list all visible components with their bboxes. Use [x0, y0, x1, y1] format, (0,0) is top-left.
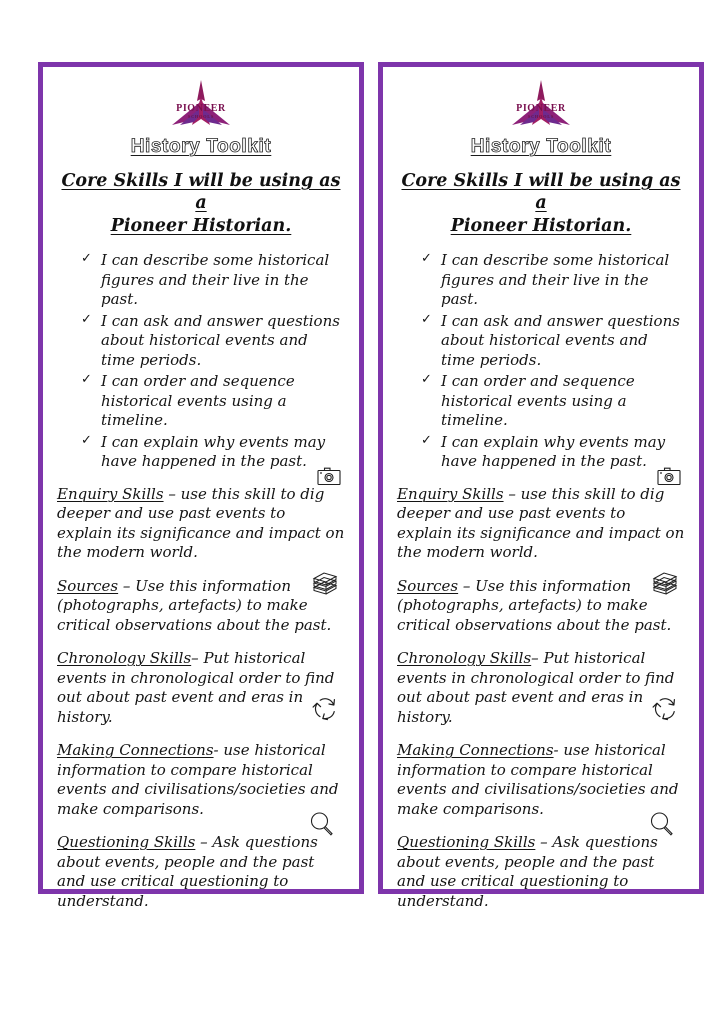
list-item — [81, 312, 345, 371]
skill-questioning-body: – Ask questions about events, people and the past and use critical questioning to understand. — [57, 833, 318, 910]
skill-sources — [397, 577, 685, 636]
page-subtitle-line-2: Pioneer Historian. — [110, 215, 292, 236]
skill-questioning-label: Questioning Skills — [397, 833, 536, 852]
list-item-label: I can describe some historical figures and their live in the past. — [101, 251, 330, 309]
check-icon: ✓ — [81, 251, 92, 267]
check-icon: ✓ — [81, 311, 92, 327]
skill-making-connections-body: - use historical information to compare historical events and civilisations/societies and make comparisons. — [57, 741, 339, 818]
list-item-label: I can order and sequence historical events using a timeline. — [101, 372, 295, 430]
books-icon — [311, 571, 339, 597]
list-item — [81, 251, 345, 310]
cycle-icon — [652, 695, 679, 722]
skill-making-connections-label: Making Connections — [57, 741, 214, 760]
skill-enquiry-label: Enquiry Skills — [57, 484, 164, 503]
skill-questioning — [57, 833, 345, 911]
magnifier-icon — [649, 811, 675, 837]
skill-questioning-body: – Ask questions about events, people and the past and use critical questioning to understand. — [397, 833, 658, 910]
list-item — [421, 433, 685, 472]
list-item-label: I can explain why events may have happened in the past. — [441, 432, 666, 471]
skill-chronology-body: – Put historical events in chronological order to find out about past event and eras in history. — [57, 649, 335, 726]
magnifier-icon — [309, 811, 335, 837]
page-title: History Toolkit — [470, 136, 612, 157]
list-item-label: I can ask and answer questions about historical events and time periods. — [441, 311, 680, 369]
check-icon: ✓ — [81, 372, 92, 388]
skill-questioning — [397, 833, 685, 911]
page-subtitle — [397, 170, 685, 237]
list-item — [81, 433, 345, 472]
skill-chronology — [397, 649, 685, 727]
logo-wordmark: PIONEER — [176, 103, 226, 114]
skill-sources-body: – Use this information (photographs, artefacts) to make critical observations about the past. — [57, 576, 332, 634]
list-item-label: I can explain why events may have happened in the past. — [101, 432, 326, 471]
list-item — [81, 372, 345, 431]
pioneer-logo — [158, 79, 244, 129]
camera-icon — [317, 467, 341, 486]
skill-enquiry-label: Enquiry Skills — [397, 484, 504, 503]
page-subtitle-line-2: Pioneer Historian. — [450, 215, 632, 236]
list-item-label: I can order and sequence historical events using a timeline. — [441, 372, 635, 430]
list-item-label: I can describe some historical figures and their live in the past. — [441, 251, 670, 309]
skill-sources-label: Sources — [397, 576, 459, 595]
skill-chronology-body: – Put historical events in chronological order to find out about past event and eras in history. — [397, 649, 675, 726]
camera-icon — [657, 467, 681, 486]
check-icon: ✓ — [421, 372, 432, 388]
skill-sources-label: Sources — [57, 576, 119, 595]
logo-area — [57, 79, 345, 131]
page-subtitle-line-1: Core Skills I will be using as a — [61, 170, 341, 214]
skill-enquiry — [57, 485, 345, 563]
check-icon: ✓ — [81, 432, 92, 448]
logo-submark: SCHOOLS — [527, 114, 555, 119]
skill-chronology-label: Chronology Skills — [397, 649, 532, 668]
skill-enquiry-body: – use this skill to dig deeper and use past events to explain its significance and impact on the modern world. — [57, 484, 345, 562]
skill-questioning-label: Questioning Skills — [57, 833, 196, 852]
check-icon: ✓ — [421, 311, 432, 327]
logo-area — [397, 79, 685, 131]
check-icon: ✓ — [421, 251, 432, 267]
skill-sources — [57, 577, 345, 636]
core-skills-checklist — [397, 251, 685, 472]
skill-making-connections — [397, 741, 685, 819]
list-item-label: I can ask and answer questions about historical events and time periods. — [101, 311, 340, 369]
page-title: History Toolkit — [130, 136, 272, 157]
logo-submark: SCHOOLS — [187, 114, 215, 119]
skill-chronology-label: Chronology Skills — [57, 649, 192, 668]
page-subtitle — [57, 170, 345, 237]
cycle-icon — [312, 695, 339, 722]
skill-enquiry — [397, 485, 685, 563]
skill-making-connections-body: - use historical information to compare historical events and civilisations/societies and make comparisons. — [397, 741, 679, 818]
check-icon: ✓ — [421, 432, 432, 448]
books-icon — [651, 571, 679, 597]
pioneer-logo — [498, 79, 584, 129]
skill-chronology — [57, 649, 345, 727]
list-item — [421, 251, 685, 310]
bookmark-panel-left — [38, 62, 364, 910]
skill-enquiry-body: – use this skill to dig deeper and use past events to explain its significance and impact on the modern world. — [397, 484, 685, 562]
skill-making-connections-label: Making Connections — [397, 741, 554, 760]
skill-sources-body: – Use this information (photographs, artefacts) to make critical observations about the past. — [397, 576, 672, 634]
list-item — [421, 372, 685, 431]
list-item — [421, 312, 685, 371]
core-skills-checklist — [57, 251, 345, 472]
logo-wordmark: PIONEER — [516, 103, 566, 114]
page-subtitle-line-1: Core Skills I will be using as a — [401, 170, 681, 214]
bookmark-panel-right — [378, 62, 704, 910]
skill-making-connections — [57, 741, 345, 819]
